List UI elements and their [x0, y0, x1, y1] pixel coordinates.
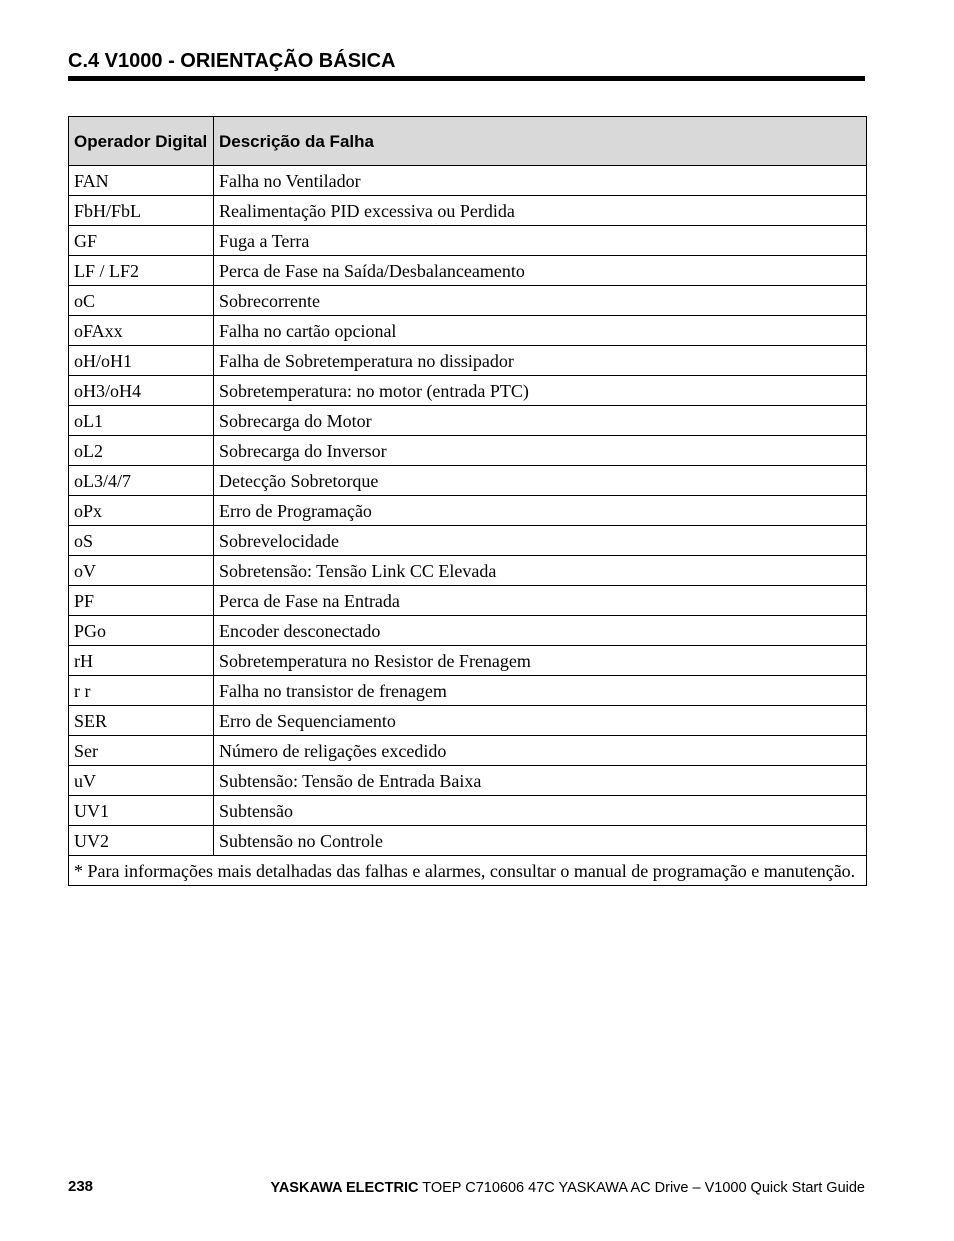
table-row — [69, 586, 867, 616]
column-header-description: Descrição da Falha — [214, 117, 867, 166]
fault-description-cell: Erro de Programação — [214, 496, 867, 526]
table-row — [69, 556, 867, 586]
table-row — [69, 676, 867, 706]
table-row — [69, 826, 867, 856]
table-row — [69, 226, 867, 256]
table-row — [69, 616, 867, 646]
fault-description-cell: Subtensão — [214, 796, 867, 826]
page-number: 238 — [68, 1178, 94, 1195]
table-row — [69, 496, 867, 526]
table-row — [69, 376, 867, 406]
fault-description-cell: Falha de Sobretemperatura no dissipador — [214, 346, 867, 376]
table-row — [69, 166, 867, 196]
fault-description-cell: Sobretemperatura: no motor (entrada PTC) — [214, 376, 867, 406]
fault-description-cell: Fuga a Terra — [214, 226, 867, 256]
footer-doc-text: TOEP C710606 47C YASKAWA AC Drive – V1000 Quick Start Guide — [418, 1180, 865, 1196]
fault-description-cell: Sobrecorrente — [214, 286, 867, 316]
fault-description-cell: Subtensão: Tensão de Entrada Baixa — [214, 766, 867, 796]
fault-code-cell: SER — [69, 706, 214, 736]
table-row — [69, 796, 867, 826]
table-row — [69, 286, 867, 316]
fault-code-cell: r r — [69, 676, 214, 706]
section-header — [68, 49, 865, 81]
fault-code-cell: LF / LF2 — [69, 256, 214, 286]
fault-table-body — [69, 166, 867, 856]
table-row — [69, 196, 867, 226]
fault-description-cell: Número de religações excedido — [214, 736, 867, 766]
fault-description-cell: Sobretensão: Tensão Link CC Elevada — [214, 556, 867, 586]
fault-description-cell: Sobrecarga do Inversor — [214, 436, 867, 466]
table-note: * Para informações mais detalhadas das falhas e alarmes, consultar o manual de programação e manutenção. — [69, 856, 867, 886]
table-row — [69, 256, 867, 286]
footer-doc-info — [271, 1180, 866, 1196]
fault-code-cell: oS — [69, 526, 214, 556]
section-title: C.4 V1000 - ORIENTAÇÃO BÁSICA — [68, 50, 396, 72]
fault-description-cell: Erro de Sequenciamento — [214, 706, 867, 736]
fault-description-cell: Perca de Fase na Saída/Desbalanceamento — [214, 256, 867, 286]
footer-brand: YASKAWA ELECTRIC — [270, 1180, 419, 1196]
table-row — [69, 526, 867, 556]
table-row — [69, 706, 867, 736]
fault-description-cell: Sobretemperatura no Resistor de Frenagem — [214, 646, 867, 676]
fault-description-cell: Sobrevelocidade — [214, 526, 867, 556]
fault-code-cell: oL2 — [69, 436, 214, 466]
fault-code-cell: uV — [69, 766, 214, 796]
table-row — [69, 766, 867, 796]
fault-description-cell: Falha no cartão opcional — [214, 316, 867, 346]
fault-description-cell: Subtensão no Controle — [214, 826, 867, 856]
fault-description-cell: Sobrecarga do Motor — [214, 406, 867, 436]
fault-code-cell: rH — [69, 646, 214, 676]
fault-code-cell: oL3/4/7 — [69, 466, 214, 496]
column-header-operator: Operador Digital — [69, 117, 214, 166]
fault-description-cell: Encoder desconectado — [214, 616, 867, 646]
fault-table — [68, 116, 867, 886]
fault-code-cell: oC — [69, 286, 214, 316]
table-row — [69, 406, 867, 436]
fault-code-cell: oL1 — [69, 406, 214, 436]
fault-code-cell: Ser — [69, 736, 214, 766]
fault-code-cell: UV2 — [69, 826, 214, 856]
table-row — [69, 466, 867, 496]
fault-code-cell: UV1 — [69, 796, 214, 826]
fault-code-cell: GF — [69, 226, 214, 256]
fault-code-cell: oH/oH1 — [69, 346, 214, 376]
table-row — [69, 736, 867, 766]
fault-code-cell: oH3/oH4 — [69, 376, 214, 406]
fault-description-cell: Realimentação PID excessiva ou Perdida — [214, 196, 867, 226]
fault-description-cell: Falha no Ventilador — [214, 166, 867, 196]
fault-description-cell: Detecção Sobretorque — [214, 466, 867, 496]
note-row — [69, 856, 867, 886]
fault-code-cell: FAN — [69, 166, 214, 196]
fault-code-cell: PGo — [69, 616, 214, 646]
table-row — [69, 316, 867, 346]
fault-code-cell: oV — [69, 556, 214, 586]
fault-code-cell: PF — [69, 586, 214, 616]
fault-description-cell: Perca de Fase na Entrada — [214, 586, 867, 616]
fault-code-cell: oPx — [69, 496, 214, 526]
fault-code-cell: oFAxx — [69, 316, 214, 346]
table-row — [69, 646, 867, 676]
table-header-row — [69, 117, 867, 166]
fault-code-cell: FbH/FbL — [69, 196, 214, 226]
fault-description-cell: Falha no transistor de frenagem — [214, 676, 867, 706]
table-row — [69, 346, 867, 376]
table-row — [69, 436, 867, 466]
